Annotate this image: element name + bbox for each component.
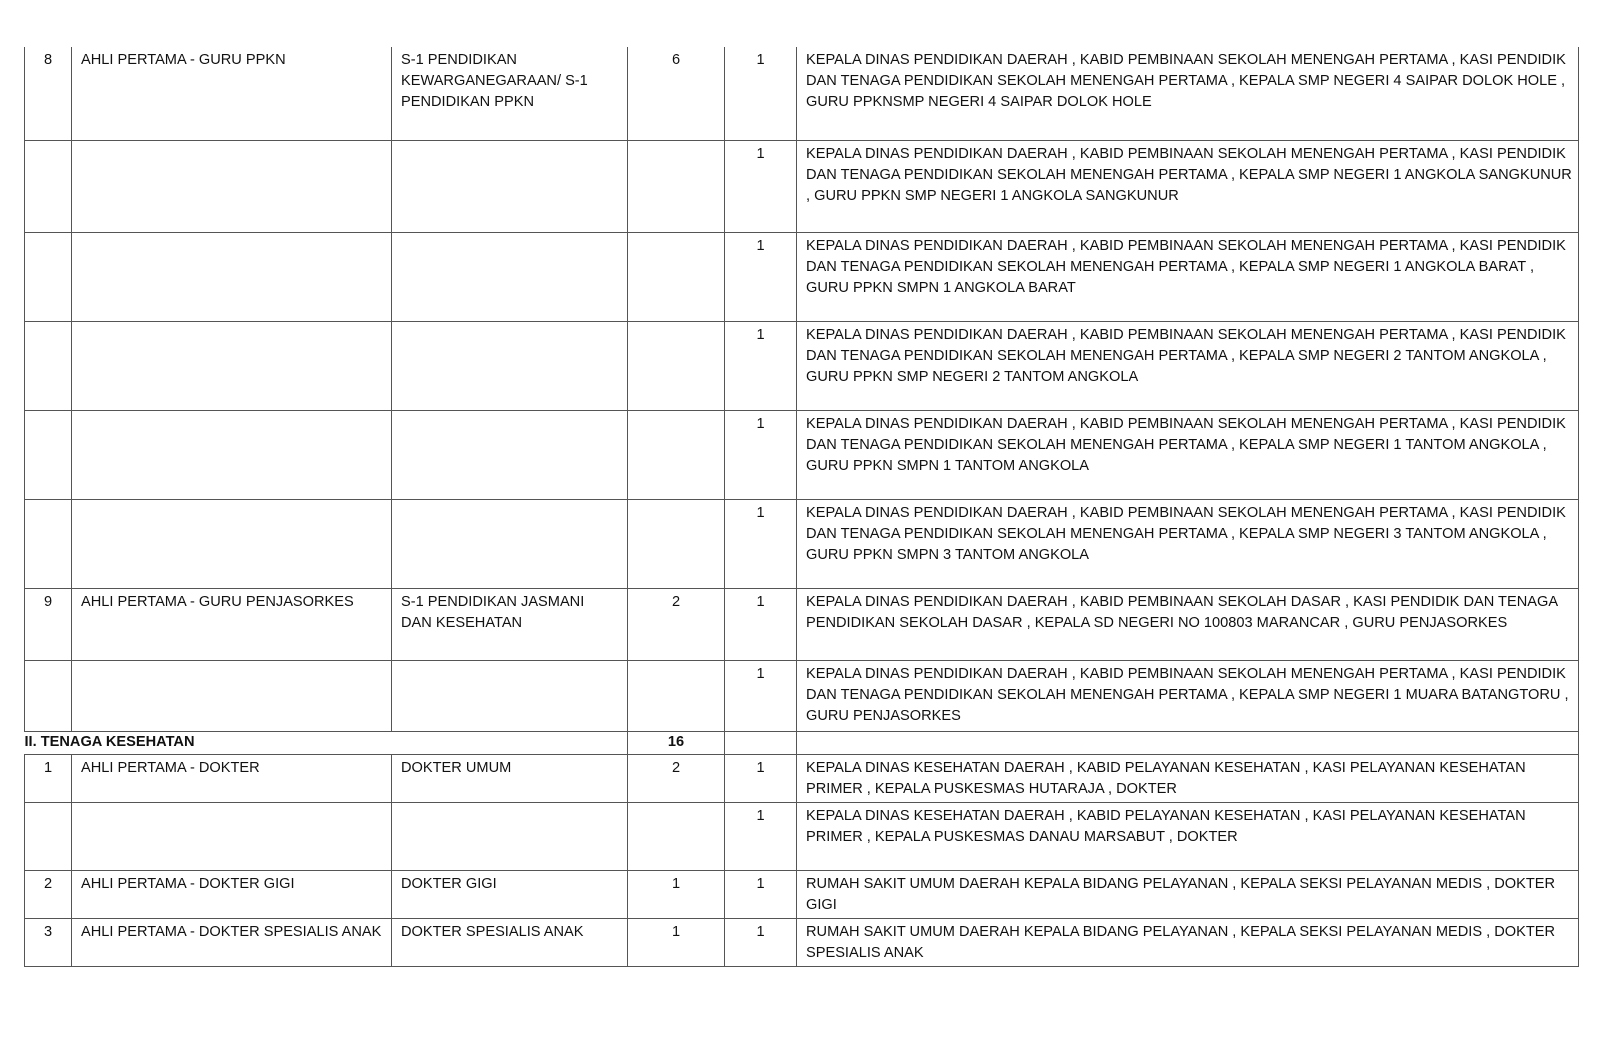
formation-count: 1 [725, 140, 797, 232]
formation-count: 1 [725, 321, 797, 410]
row-number: 2 [25, 870, 72, 918]
row-number [25, 499, 72, 588]
section-total: 16 [628, 731, 725, 754]
formation-count: 1 [725, 232, 797, 321]
qualification: DOKTER SPESIALIS ANAK [392, 918, 628, 966]
table-row [25, 870, 1579, 918]
row-number [25, 802, 72, 870]
unit-description: KEPALA DINAS PENDIDIKAN DAERAH , KABID PEMBINAAN SEKOLAH DASAR , KASI PENDIDIK DAN TENAGA PENDIDIKAN SEKOLAH DASAR , KEPALA SD NEGERI NO 100803 MARANCAR , GURU PENJASORKES [797, 588, 1579, 660]
job-title [72, 802, 392, 870]
formation-count: 1 [725, 918, 797, 966]
qualification: S-1 PENDIDIKAN KEWARGANEGARAAN/ S-1 PENDIDIKAN PPKN [392, 47, 628, 140]
qualification [392, 499, 628, 588]
unit-description: KEPALA DINAS PENDIDIKAN DAERAH , KABID PEMBINAAN SEKOLAH MENENGAH PERTAMA , KASI PENDIDIK DAN TENAGA PENDIDIKAN SEKOLAH MENENGAH PERTAMA , KEPALA SMP NEGERI 1 ANGKOLA BARAT , GURU PPKN SMPN 1 ANGKOLA BARAT [797, 232, 1579, 321]
formation-count: 1 [725, 47, 797, 140]
table-row [25, 47, 1579, 140]
row-number: 8 [25, 47, 72, 140]
qualification: DOKTER GIGI [392, 870, 628, 918]
job-title: AHLI PERTAMA - DOKTER GIGI [72, 870, 392, 918]
total-count: 2 [628, 754, 725, 802]
total-count: 6 [628, 47, 725, 140]
row-number [25, 140, 72, 232]
row-number [25, 321, 72, 410]
table-row [25, 410, 1579, 499]
total-count: 2 [628, 588, 725, 660]
formation-count: 1 [725, 588, 797, 660]
job-title: AHLI PERTAMA - GURU PENJASORKES [72, 588, 392, 660]
job-title [72, 499, 392, 588]
section-title: II. TENAGA KESEHATAN [25, 731, 628, 754]
qualification [392, 140, 628, 232]
formation-count: 1 [725, 870, 797, 918]
total-count [628, 321, 725, 410]
job-title [72, 410, 392, 499]
unit-description: RUMAH SAKIT UMUM DAERAH KEPALA BIDANG PELAYANAN , KEPALA SEKSI PELAYANAN MEDIS , DOKTER SPESIALIS ANAK [797, 918, 1579, 966]
total-count: 1 [628, 870, 725, 918]
qualification: S-1 PENDIDIKAN JASMANI DAN KESEHATAN [392, 588, 628, 660]
total-count [628, 802, 725, 870]
table-row [25, 321, 1579, 410]
section-header-row [25, 731, 1579, 754]
row-number [25, 410, 72, 499]
section-empty-cell [725, 731, 797, 754]
table-row [25, 140, 1579, 232]
qualification [392, 802, 628, 870]
job-title [72, 660, 392, 731]
unit-description: KEPALA DINAS KESEHATAN DAERAH , KABID PELAYANAN KESEHATAN , KASI PELAYANAN KESEHATAN PRIMER , KEPALA PUSKESMAS HUTARAJA , DOKTER [797, 754, 1579, 802]
total-count [628, 660, 725, 731]
formation-table [24, 47, 1579, 967]
formation-count: 1 [725, 754, 797, 802]
table-row [25, 754, 1579, 802]
job-title: AHLI PERTAMA - GURU PPKN [72, 47, 392, 140]
table-row [25, 802, 1579, 870]
total-count: 1 [628, 918, 725, 966]
formation-count: 1 [725, 802, 797, 870]
unit-description: KEPALA DINAS PENDIDIKAN DAERAH , KABID PEMBINAAN SEKOLAH MENENGAH PERTAMA , KASI PENDIDIK DAN TENAGA PENDIDIKAN SEKOLAH MENENGAH PERTAMA , KEPALA SMP NEGERI 4 SAIPAR DOLOK HOLE , GURU PPKNSMP NEGERI 4 SAIPAR DOLOK HOLE [797, 47, 1579, 140]
qualification [392, 232, 628, 321]
unit-description: KEPALA DINAS PENDIDIKAN DAERAH , KABID PEMBINAAN SEKOLAH MENENGAH PERTAMA , KASI PENDIDIK DAN TENAGA PENDIDIKAN SEKOLAH MENENGAH PERTAMA , KEPALA SMP NEGERI 1 ANGKOLA SANGKUNUR , GURU PPKN SMP NEGERI 1 ANGKOLA SANGKUNUR [797, 140, 1579, 232]
qualification [392, 660, 628, 731]
table-row [25, 588, 1579, 660]
total-count [628, 232, 725, 321]
unit-description: KEPALA DINAS PENDIDIKAN DAERAH , KABID PEMBINAAN SEKOLAH MENENGAH PERTAMA , KASI PENDIDIK DAN TENAGA PENDIDIKAN SEKOLAH MENENGAH PERTAMA , KEPALA SMP NEGERI 2 TANTOM ANGKOLA , GURU PPKN SMP NEGERI 2 TANTOM ANGKOLA [797, 321, 1579, 410]
unit-description: KEPALA DINAS KESEHATAN DAERAH , KABID PELAYANAN KESEHATAN , KASI PELAYANAN KESEHATAN PRIMER , KEPALA PUSKESMAS DANAU MARSABUT , DOKTER [797, 802, 1579, 870]
formation-count: 1 [725, 499, 797, 588]
qualification [392, 321, 628, 410]
unit-description: KEPALA DINAS PENDIDIKAN DAERAH , KABID PEMBINAAN SEKOLAH MENENGAH PERTAMA , KASI PENDIDIK DAN TENAGA PENDIDIKAN SEKOLAH MENENGAH PERTAMA , KEPALA SMP NEGERI 3 TANTOM ANGKOLA , GURU PPKN SMPN 3 TANTOM ANGKOLA [797, 499, 1579, 588]
row-number: 3 [25, 918, 72, 966]
unit-description: RUMAH SAKIT UMUM DAERAH KEPALA BIDANG PELAYANAN , KEPALA SEKSI PELAYANAN MEDIS , DOKTER GIGI [797, 870, 1579, 918]
job-title [72, 140, 392, 232]
section-empty-cell [797, 731, 1579, 754]
row-number [25, 232, 72, 321]
qualification: DOKTER UMUM [392, 754, 628, 802]
total-count [628, 140, 725, 232]
job-title: AHLI PERTAMA - DOKTER SPESIALIS ANAK [72, 918, 392, 966]
unit-description: KEPALA DINAS PENDIDIKAN DAERAH , KABID PEMBINAAN SEKOLAH MENENGAH PERTAMA , KASI PENDIDIK DAN TENAGA PENDIDIKAN SEKOLAH MENENGAH PERTAMA , KEPALA SMP NEGERI 1 MUARA BATANGTORU , GURU PENJASORKES [797, 660, 1579, 731]
unit-description: KEPALA DINAS PENDIDIKAN DAERAH , KABID PEMBINAAN SEKOLAH MENENGAH PERTAMA , KASI PENDIDIK DAN TENAGA PENDIDIKAN SEKOLAH MENENGAH PERTAMA , KEPALA SMP NEGERI 1 TANTOM ANGKOLA , GURU PPKN SMPN 1 TANTOM ANGKOLA [797, 410, 1579, 499]
job-title [72, 232, 392, 321]
job-title: AHLI PERTAMA - DOKTER [72, 754, 392, 802]
table-row [25, 232, 1579, 321]
formation-count: 1 [725, 410, 797, 499]
row-number [25, 660, 72, 731]
job-title [72, 321, 392, 410]
total-count [628, 499, 725, 588]
row-number: 9 [25, 588, 72, 660]
table-row [25, 660, 1579, 731]
qualification [392, 410, 628, 499]
row-number: 1 [25, 754, 72, 802]
total-count [628, 410, 725, 499]
formation-count: 1 [725, 660, 797, 731]
table-row [25, 918, 1579, 966]
table-row [25, 499, 1579, 588]
